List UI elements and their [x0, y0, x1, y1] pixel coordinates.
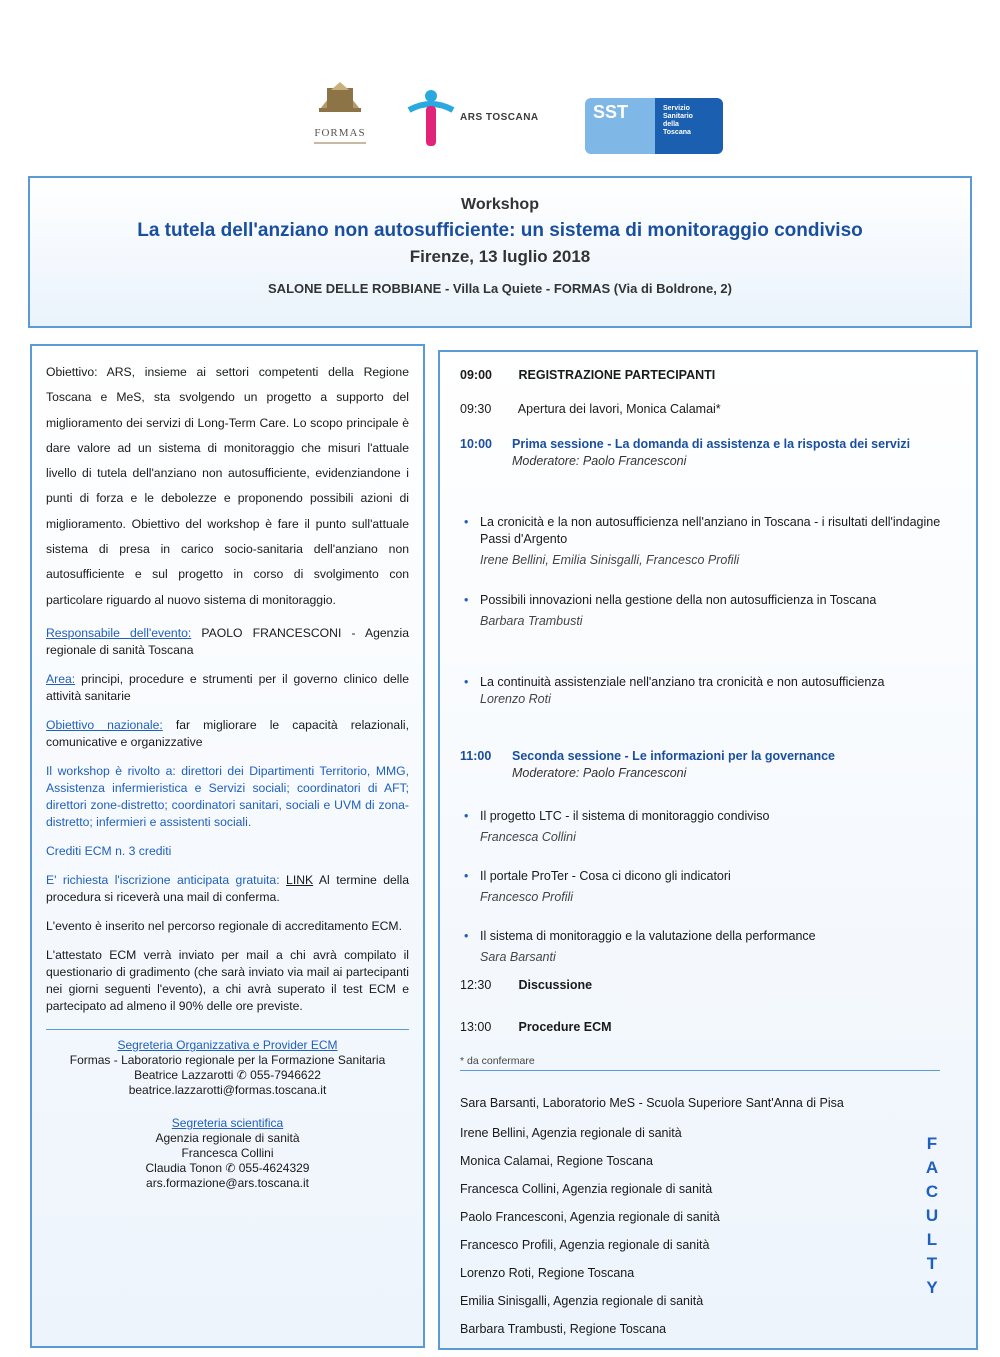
- ars-logo-text: ARS TOSCANA: [460, 112, 539, 123]
- program-text: Apertura dei lavori, Monica Calamai*: [517, 402, 721, 416]
- event-header: [28, 176, 972, 328]
- faculty-member: Monica Calamai, Regione Toscana: [460, 1154, 653, 1168]
- bullet-icon: •: [464, 869, 469, 883]
- faculty-letter: F: [926, 1134, 938, 1153]
- scientific-secretariat-email[interactable]: ars.formazione@ars.toscana.it: [146, 1175, 309, 1190]
- responsible-value: PAOLO FRANCESCONI - Agenzia regionale di sanità Toscana: [46, 625, 410, 657]
- scientific-secretariat-phone: Claudia Tonon ✆ 055-4624329: [145, 1160, 310, 1175]
- talk-5: [464, 868, 954, 906]
- talk-4: [464, 808, 954, 846]
- sst-logo-mark: [585, 98, 655, 154]
- scientific-secretariat-line2: Francesca Collini: [181, 1145, 274, 1160]
- faculty-member: Paolo Francesconi, Agenzia regionale di sanità: [460, 1210, 720, 1224]
- sst-logo-full: Servizio Sanitario della Toscana: [663, 105, 693, 136]
- info-panel: [30, 344, 425, 1348]
- formas-logo-text: FORMAS: [314, 127, 366, 139]
- talk-1-title: La cronicità e la non autosufficienza nell'anziano in Toscana - i risultati dell'indagine Passi d'Argento: [480, 515, 941, 546]
- talk-5-title: Il portale ProTer - Cosa ci dicono gli indicatori: [480, 869, 731, 883]
- sst-logo-short: SST: [593, 102, 629, 122]
- program-row-ecm: [460, 1020, 612, 1034]
- talk-5-speakers: Francesco Profili: [480, 890, 574, 904]
- national-objective-value: far migliorare le capacità relazionali, comunicative e organizzative: [46, 717, 409, 749]
- faculty-letter: L: [926, 1230, 938, 1249]
- program-time: 12:30: [460, 978, 492, 992]
- program-row-opening: [460, 402, 721, 416]
- national-objective-label: Obiettivo nazionale:: [46, 717, 163, 732]
- faculty-member: Lorenzo Roti, Regione Toscana: [460, 1266, 635, 1280]
- talk-6-speakers: Sara Barsanti: [480, 950, 556, 964]
- program-panel: [438, 350, 978, 1350]
- faculty-member: Francesco Profili, Agenzia regionale di sanità: [460, 1238, 710, 1252]
- organizing-secretariat-title: Segreteria Organizzativa e Provider ECM: [117, 1037, 338, 1052]
- session-1-time: 10:00: [460, 437, 492, 451]
- organizing-secretariat-email[interactable]: beatrice.lazzarotti@formas.toscana.it: [128, 1082, 327, 1097]
- confirmation-note: * da confermare: [460, 1055, 535, 1067]
- event-date: Firenze, 13 luglio 2018: [409, 247, 591, 266]
- talk-6: [464, 928, 954, 966]
- talk-2-speakers: Barbara Trambusti: [480, 614, 583, 628]
- responsible-label: Responsabile dell'evento:: [46, 625, 192, 640]
- program-text: REGISTRAZIONE PARTECIPANTI: [518, 368, 716, 382]
- accreditation-text: L'evento è inserito nel percorso regionale di accreditamento ECM.: [46, 918, 402, 933]
- registration-label: E' richiesta l'iscrizione anticipata gratuita:: [46, 872, 280, 887]
- scientific-secretariat: [46, 1116, 409, 1191]
- talk-4-speakers: Francesca Collini: [480, 830, 576, 844]
- certificate-text: L'attestato ECM verrà inviato per mail a chi avrà compilato il questionario di gradimento (che sarà inviato via mail ai partecipanti nei giorni seguenti l'evento), a chi avrà superato il test ECM e partecipato ad almeno il 90% delle ore previste.: [46, 947, 409, 1013]
- session-2-moderator: Moderatore: Paolo Francesconi: [512, 766, 687, 780]
- area-value: principi, procedure e strumenti per il governo clinico delle attività sanitarie: [46, 671, 409, 703]
- talk-3-title: La continuità assistenziale nell'anziano tra cronicità e non autosufficienza: [480, 675, 885, 689]
- faculty-vertical-label: [922, 1132, 942, 1300]
- scientific-secretariat-line1: Agenzia regionale di sanità: [155, 1130, 300, 1145]
- talk-1-speakers: Irene Bellini, Emilia Sinisgalli, Francesco Profili: [480, 553, 740, 567]
- registration-line: [46, 872, 409, 906]
- formas-logo: [300, 78, 380, 150]
- program-row-registration: [460, 368, 715, 382]
- faculty-divider: [460, 1070, 940, 1071]
- session-1-title: Prima sessione - La domanda di assistenza e la risposta dei servizi: [512, 437, 911, 451]
- talk-3-speakers: Lorenzo Roti: [480, 692, 551, 706]
- faculty-letter: T: [926, 1254, 938, 1273]
- faculty-member: Barbara Trambusti, Regione Toscana: [460, 1322, 667, 1336]
- faculty-member: Francesca Collini, Agenzia regionale di sanità: [460, 1182, 713, 1196]
- program-time: 09:30: [460, 402, 492, 416]
- objective-text: Obiettivo: ARS, insieme ai settori competenti della Regione Toscana e MeS, sta svolgendo un progetto a supporto del miglioramento dei servizi di Long-Term Care. Lo scopo principale è dare valore ad un sistema di monitoraggio che misuri l'attuale livello di tutela dell'anziano non autosufficiente, evidenziandone i punti di forza e le debolezze e proponendo possibili azioni di miglioramento. Obiettivo del workshop è fare il punto sull'attuale sistema di presa in carico socio-sanitaria dell'anziano non autosufficiente e sul progetto in corso di svolgimento con particolare riguardo al nuovo sistema di monitoraggio.: [46, 365, 409, 607]
- bullet-icon: •: [464, 515, 469, 529]
- ars-logo: [405, 88, 555, 148]
- faculty-letter: U: [925, 1206, 939, 1225]
- talk-2: [464, 592, 954, 630]
- talk-3: [464, 674, 954, 708]
- faculty-member: Irene Bellini, Agenzia regionale di sanità: [460, 1126, 682, 1140]
- ecm-credits: Crediti ECM n. 3 crediti: [46, 843, 172, 858]
- area-line: [46, 671, 409, 705]
- organizing-secretariat: [46, 1038, 409, 1098]
- faculty-member: Emilia Sinisgalli, Agenzia regionale di sanità: [460, 1294, 704, 1308]
- faculty-letter: A: [925, 1158, 939, 1177]
- session-2-title: Seconda sessione - Le informazioni per la governance: [512, 749, 836, 763]
- talk-2-title: Possibili innovazioni nella gestione della non autosufficienza in Toscana: [480, 593, 877, 607]
- event-venue: SALONE DELLE ROBBIANE - Villa La Quiete - FORMAS (Via di Boldrone, 2): [268, 281, 732, 296]
- audience-text: Il workshop è rivolto a: direttori dei Dipartimenti Territorio, MMG, Assistenza infermieristica e Servizi sociali; coordinatori di AFT; direttori zone-distretto; coordinatori sanitari, sociali e UVM di zona-distretto; infermieri e assistenti sociali.: [46, 763, 409, 829]
- scientific-secretariat-title: Segreteria scientifica: [171, 1115, 284, 1130]
- session-2: [460, 748, 960, 782]
- session-1: [460, 436, 960, 470]
- registration-link[interactable]: LINK: [286, 872, 314, 887]
- bullet-icon: •: [464, 929, 469, 943]
- sst-logo: [585, 98, 723, 154]
- faculty-letter: Y: [926, 1278, 938, 1297]
- session-2-time: 11:00: [460, 749, 492, 763]
- session-1-moderator: Moderatore: Paolo Francesconi: [512, 454, 687, 468]
- faculty-member: Sara Barsanti, Laboratorio MeS - Scuola Superiore Sant'Anna di Pisa: [460, 1096, 844, 1110]
- sst-logo-label: [655, 98, 723, 154]
- ars-figure-icon: [405, 88, 457, 148]
- registration-note: Al termine della procedura si riceverà una mail di conferma.: [46, 872, 410, 904]
- program-row-discussion: [460, 978, 592, 992]
- program-time: 09:00: [460, 368, 492, 382]
- program-text: Procedure ECM: [518, 1020, 612, 1034]
- program-text: Discussione: [518, 978, 593, 992]
- contacts-divider: [46, 1029, 409, 1030]
- national-objective-line: [46, 717, 409, 751]
- logo-bar: [0, 78, 1000, 158]
- event-kind: Workshop: [461, 196, 539, 213]
- talk-6-title: Il sistema di monitoraggio e la valutazione della performance: [480, 929, 816, 943]
- event-title: La tutela dell'anziano non autosufficiente: un sistema di monitoraggio condiviso: [137, 220, 863, 241]
- crest-icon: [313, 78, 367, 118]
- bullet-icon: •: [464, 675, 469, 689]
- faculty-letter: C: [925, 1182, 939, 1201]
- formas-logo-rule: [314, 142, 366, 144]
- talk-1: [464, 514, 954, 569]
- bullet-icon: •: [464, 809, 469, 823]
- area-label: Area:: [46, 671, 76, 686]
- organizing-secretariat-line1: Formas - Laboratorio regionale per la Formazione Sanitaria: [69, 1052, 386, 1067]
- talk-4-title: Il progetto LTC - il sistema di monitoraggio condiviso: [480, 809, 770, 823]
- bullet-icon: •: [464, 593, 469, 607]
- organizing-secretariat-phone: Beatrice Lazzarotti ✆ 055-7946622: [134, 1067, 321, 1082]
- responsible-line: [46, 625, 409, 659]
- program-time: 13:00: [460, 1020, 492, 1034]
